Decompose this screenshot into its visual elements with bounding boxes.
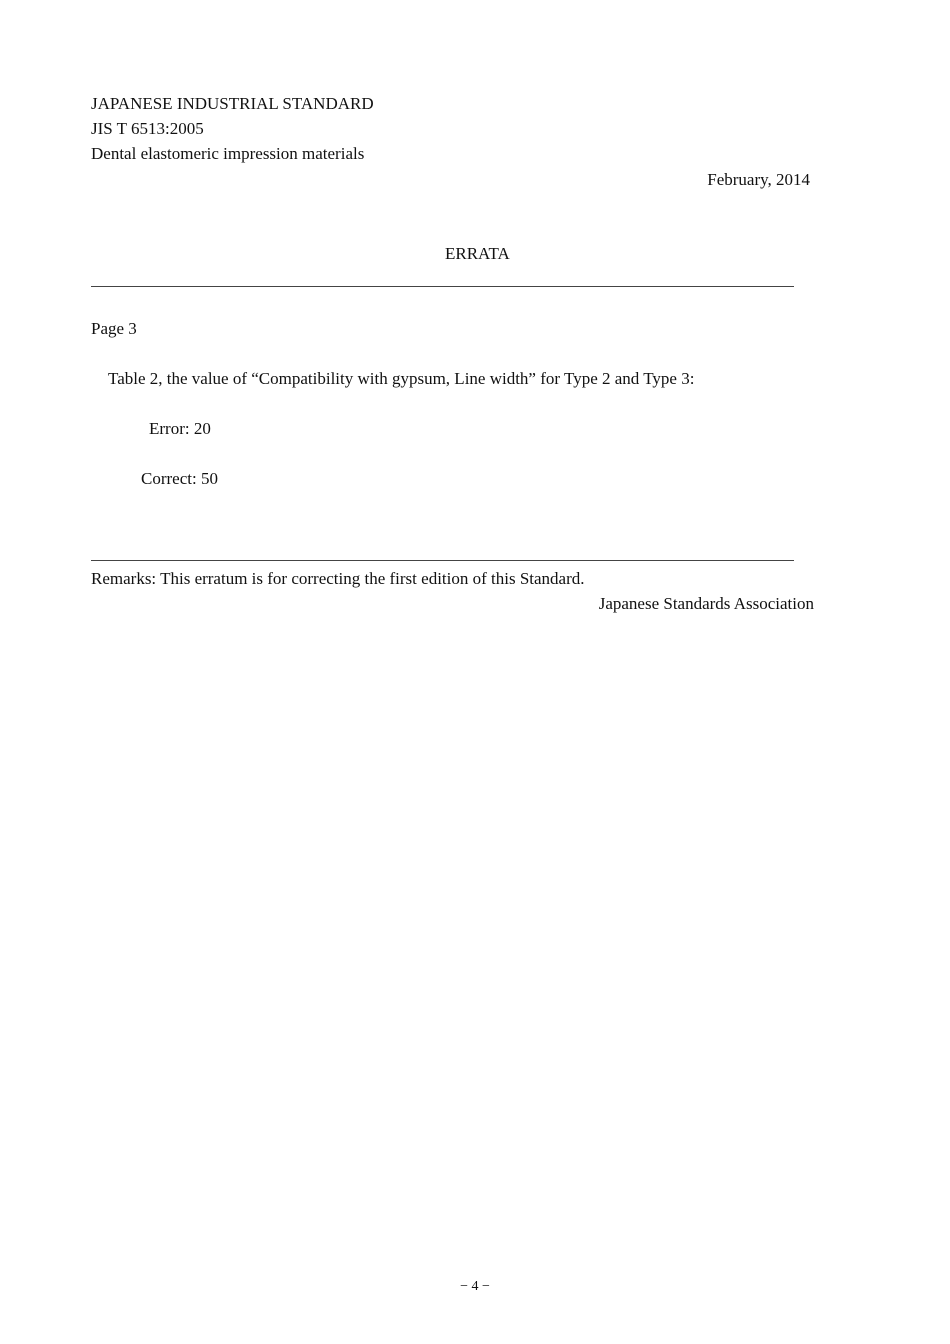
errata-heading: ERRATA [445,244,510,263]
standard-title: Dental elastomeric impression materials [91,144,365,163]
correct-value: Correct: 50 [141,469,218,488]
standard-number: JIS T 6513:2005 [91,119,204,138]
issue-date: February, 2014 [707,170,810,189]
errata-location: Table 2, the value of “Compatibility with gypsum, Line width” for Type 2 and Type 3: [108,369,695,388]
publisher: Japanese Standards Association [598,594,814,613]
remarks: Remarks: This erratum is for correcting the first edition of this Standard. [91,569,585,588]
bottom-divider [91,560,794,561]
page-number: − 4 − [460,1279,490,1294]
standard-type: JAPANESE INDUSTRIAL STANDARD [91,94,374,113]
top-divider [91,286,794,287]
error-value: Error: 20 [149,419,211,438]
page-reference: Page 3 [91,319,137,338]
